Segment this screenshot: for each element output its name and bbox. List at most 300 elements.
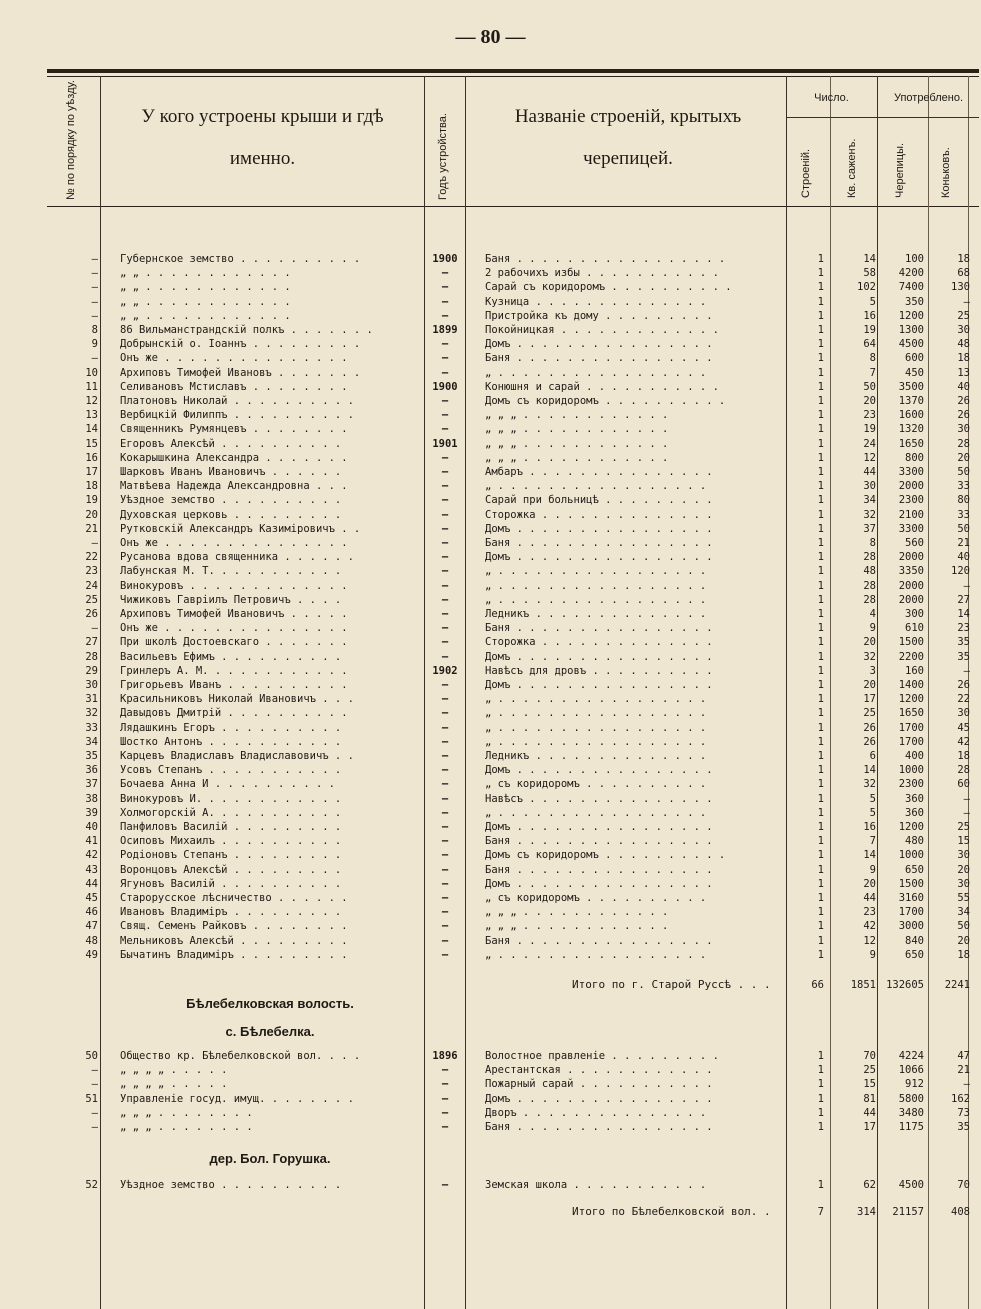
area: 32 bbox=[863, 508, 876, 521]
row-number: 8 bbox=[91, 324, 98, 336]
area: 5 bbox=[869, 792, 876, 805]
building: „ „ „ . . . . . . . . . . . . bbox=[485, 920, 669, 933]
owner: Бычатинъ Владиміръ . . . . . . . . . bbox=[120, 948, 348, 961]
owner: Мельниковъ Алексѣй . . . . . . . . . bbox=[120, 934, 348, 947]
building-count: 1 bbox=[817, 792, 824, 805]
owner: 86 Вильманстрандскій полкъ . . . . . . . bbox=[120, 324, 373, 336]
building: „ „ „ . . . . . . . . . . . . bbox=[485, 437, 669, 450]
tiles: 1650 bbox=[898, 437, 924, 450]
area: 44 bbox=[863, 466, 876, 478]
table-row bbox=[0, 508, 981, 522]
area: 9 bbox=[869, 622, 876, 635]
total-area: 1851 bbox=[850, 979, 876, 991]
area: 19 bbox=[863, 324, 876, 336]
tiles: 2000 bbox=[898, 480, 924, 493]
table-row bbox=[0, 351, 981, 365]
year: — bbox=[441, 338, 449, 351]
row-number: — bbox=[91, 309, 98, 322]
building: Домъ . . . . . . . . . . . . . . . . bbox=[485, 338, 713, 351]
area: 34 bbox=[863, 494, 876, 507]
area: 28 bbox=[863, 593, 876, 606]
area: 20 bbox=[863, 877, 876, 890]
tiles: 1700 bbox=[898, 721, 924, 734]
ridges: — bbox=[963, 579, 970, 592]
building: „ съ коридоромъ . . . . . . . . . . bbox=[485, 892, 707, 904]
row-number: 23 bbox=[85, 565, 98, 578]
building-count: 1 bbox=[817, 466, 824, 478]
building: Пристройка къ дому . . . . . . . . . bbox=[485, 309, 713, 322]
area: 17 bbox=[863, 693, 876, 706]
owner: Архиповъ Тимофей Ивановъ . . . . . . . bbox=[120, 366, 361, 379]
year: — bbox=[441, 295, 449, 308]
table-row bbox=[0, 664, 981, 678]
row-number: 24 bbox=[85, 579, 98, 592]
area: 24 bbox=[863, 437, 876, 450]
area: 50 bbox=[863, 380, 876, 393]
table-row bbox=[0, 891, 981, 905]
header-tiles: Черепицы. bbox=[894, 142, 906, 198]
total-count: 66 bbox=[811, 979, 824, 991]
total-tiles: 132605 bbox=[886, 979, 924, 991]
tiles: 1066 bbox=[898, 1064, 924, 1077]
row-number: 39 bbox=[85, 806, 98, 819]
building-count: 1 bbox=[817, 338, 824, 351]
owner: Чижиковъ Гавріилъ Петровичъ . . . . bbox=[120, 593, 342, 606]
header-count-group: Число. bbox=[814, 92, 849, 104]
year: — bbox=[441, 863, 449, 876]
area: 7 bbox=[869, 835, 876, 848]
area: 6 bbox=[869, 750, 876, 762]
header-buildings-n: Строеній. bbox=[800, 148, 812, 198]
area: 23 bbox=[863, 906, 876, 919]
tiles: 450 bbox=[905, 366, 924, 379]
owner: Онъ же . . . . . . . . . . . . . . . bbox=[120, 537, 348, 549]
tiles: 3160 bbox=[898, 892, 924, 904]
row-number: 16 bbox=[85, 451, 98, 464]
building: Домъ . . . . . . . . . . . . . . . . bbox=[485, 679, 713, 691]
area: 9 bbox=[869, 863, 876, 876]
owner: Родіоновъ Степанъ . . . . . . . . . bbox=[120, 849, 342, 862]
owner: Панфиловъ Василій . . . . . . . . . bbox=[120, 821, 342, 833]
row-number: 47 bbox=[85, 920, 98, 933]
tiles: 350 bbox=[905, 295, 924, 308]
year: — bbox=[441, 1064, 449, 1077]
year: — bbox=[441, 877, 449, 890]
ridges: 28 bbox=[957, 764, 970, 777]
year: — bbox=[441, 650, 449, 663]
building: Кузница . . . . . . . . . . . . . . bbox=[485, 295, 707, 308]
area: 32 bbox=[863, 778, 876, 791]
area: 12 bbox=[863, 451, 876, 464]
year: — bbox=[441, 693, 449, 706]
ridges: 18 bbox=[957, 253, 970, 265]
building-count: 1 bbox=[817, 821, 824, 833]
table-row bbox=[0, 678, 981, 692]
owner: Егоровъ Алексѣй . . . . . . . . . . bbox=[120, 437, 342, 450]
table-row bbox=[0, 408, 981, 422]
row-number: 20 bbox=[85, 508, 98, 521]
building: „ . . . . . . . . . . . . . . . . . bbox=[485, 579, 707, 592]
tiles: 1370 bbox=[898, 395, 924, 407]
tiles: 912 bbox=[905, 1078, 924, 1091]
year: — bbox=[441, 480, 449, 493]
building-count: 1 bbox=[817, 366, 824, 379]
building: „ . . . . . . . . . . . . . . . . . bbox=[485, 565, 707, 578]
tiles: 650 bbox=[905, 863, 924, 876]
year: — bbox=[441, 892, 449, 904]
owner: Добрынскій о. Іоаннъ . . . . . . . . . bbox=[120, 338, 361, 351]
owner: Лабунская М. Т. . . . . . . . . . . bbox=[120, 565, 342, 578]
ridges: 26 bbox=[957, 395, 970, 407]
year: — bbox=[441, 267, 449, 280]
table-row bbox=[0, 536, 981, 550]
header-used-group: Употреблено. bbox=[893, 92, 964, 104]
building-count: 1 bbox=[817, 750, 824, 762]
owner: Шарковъ Иванъ Ивановичъ . . . . . . bbox=[120, 466, 342, 478]
tiles: 1200 bbox=[898, 693, 924, 706]
row-number: 50 bbox=[85, 1050, 98, 1062]
building: Ледникъ . . . . . . . . . . . . . . bbox=[485, 608, 707, 620]
ridges: 42 bbox=[957, 735, 970, 748]
owner: „ „ „ „ . . . . . bbox=[120, 1078, 228, 1091]
owner: Платоновъ Николай . . . . . . . . . . bbox=[120, 395, 354, 407]
tiles: 3000 bbox=[898, 920, 924, 933]
row-number: 44 bbox=[85, 877, 98, 890]
tiles: 1320 bbox=[898, 423, 924, 436]
building-count: 1 bbox=[817, 480, 824, 493]
tiles: 840 bbox=[905, 934, 924, 947]
row-number: 22 bbox=[85, 551, 98, 564]
table-row bbox=[0, 465, 981, 479]
year: — bbox=[441, 366, 449, 379]
area: 30 bbox=[863, 480, 876, 493]
building: „ „ „ . . . . . . . . . . . . bbox=[485, 423, 669, 436]
year: 1899 bbox=[432, 324, 458, 336]
top-rule bbox=[47, 69, 979, 73]
owner: Григорьевъ Иванъ . . . . . . . . . . bbox=[120, 679, 348, 691]
table-row bbox=[0, 266, 981, 280]
building: Конюшня и сарай . . . . . . . . . . . bbox=[485, 380, 719, 393]
table-row bbox=[0, 635, 981, 649]
owner: Вербицкій Филиппъ . . . . . . . . . . bbox=[120, 409, 354, 422]
ridges: 73 bbox=[957, 1106, 970, 1119]
row-number: 10 bbox=[85, 366, 98, 379]
year: — bbox=[441, 948, 449, 961]
tiles: 1600 bbox=[898, 409, 924, 422]
row-number: 32 bbox=[85, 707, 98, 720]
year: — bbox=[441, 849, 449, 862]
row-number: — bbox=[91, 295, 98, 308]
table-row bbox=[0, 422, 981, 436]
tiles: 100 bbox=[905, 253, 924, 265]
ridges: 28 bbox=[957, 437, 970, 450]
building-count: 1 bbox=[817, 295, 824, 308]
ridges: 60 bbox=[957, 778, 970, 791]
table-row bbox=[0, 948, 981, 962]
owner: Лядашкинъ Егоръ . . . . . . . . . . bbox=[120, 721, 342, 734]
ridges: 30 bbox=[957, 707, 970, 720]
building: Сарай при больницѣ . . . . . . . . . bbox=[485, 494, 713, 507]
table-row bbox=[0, 1077, 981, 1091]
building-count: 1 bbox=[817, 664, 824, 677]
building: „ „ „ . . . . . . . . . . . . bbox=[485, 906, 669, 919]
building: Баня . . . . . . . . . . . . . . . . bbox=[485, 622, 713, 635]
building-count: 1 bbox=[817, 934, 824, 947]
building-count: 1 bbox=[817, 920, 824, 933]
year: — bbox=[441, 934, 449, 947]
tiles: 4500 bbox=[898, 1179, 924, 1191]
year: — bbox=[441, 1078, 449, 1091]
ridges: 40 bbox=[957, 551, 970, 564]
tiles: 2000 bbox=[898, 579, 924, 592]
table-row bbox=[0, 337, 981, 351]
ridges: 30 bbox=[957, 324, 970, 336]
row-number: — bbox=[91, 352, 98, 365]
tiles: 1650 bbox=[898, 707, 924, 720]
owner: Губернское земство . . . . . . . . . . bbox=[120, 253, 361, 265]
row-number: 52 bbox=[85, 1179, 98, 1191]
section-subtitle: дер. Бол. Горушка. bbox=[209, 1151, 331, 1166]
total-belebelka-row bbox=[0, 1205, 981, 1219]
row-number: 35 bbox=[85, 750, 98, 762]
building: Домъ . . . . . . . . . . . . . . . . bbox=[485, 764, 713, 777]
table-row bbox=[0, 380, 981, 394]
owner: Рутковскій Александръ Казиміровичъ . . bbox=[120, 522, 361, 535]
ridges: 15 bbox=[957, 835, 970, 848]
building-count: 1 bbox=[817, 1064, 824, 1077]
owner: Карцевъ Владиславъ Владиславовичъ . . bbox=[120, 750, 354, 762]
total-area: 314 bbox=[857, 1206, 876, 1218]
tiles: 5800 bbox=[898, 1092, 924, 1105]
total-staraya-russa-label: Итого по г. Старой Руссѣ . . . bbox=[572, 978, 771, 991]
building: „ . . . . . . . . . . . . . . . . . bbox=[485, 721, 707, 734]
owner: Кокарышкина Александра . . . . . . . bbox=[120, 451, 348, 464]
row-number: 9 bbox=[91, 338, 98, 351]
year: — bbox=[441, 750, 449, 762]
ridges: 26 bbox=[957, 409, 970, 422]
tiles: 3480 bbox=[898, 1106, 924, 1119]
header-year: Годъ устройства. bbox=[437, 113, 449, 200]
building-count: 1 bbox=[817, 608, 824, 620]
owner: „ „ . . . . . . . . . . . . bbox=[120, 267, 291, 280]
year: — bbox=[441, 309, 449, 322]
building: Ледникъ . . . . . . . . . . . . . . bbox=[485, 750, 707, 762]
building: Домъ . . . . . . . . . . . . . . . . bbox=[485, 522, 713, 535]
owner: Винокуровъ . . . . . . . . . . . . . bbox=[120, 579, 348, 592]
table-row bbox=[0, 437, 981, 451]
ridges: 20 bbox=[957, 451, 970, 464]
tiles: 1700 bbox=[898, 735, 924, 748]
table-row bbox=[0, 763, 981, 777]
building-count: 1 bbox=[817, 892, 824, 904]
year: — bbox=[441, 565, 449, 578]
ridges: 18 bbox=[957, 352, 970, 365]
building-count: 1 bbox=[817, 1121, 824, 1133]
tiles: 2000 bbox=[898, 551, 924, 564]
building: „ . . . . . . . . . . . . . . . . . bbox=[485, 480, 707, 493]
building: Домъ . . . . . . . . . . . . . . . . bbox=[485, 821, 713, 833]
table-row bbox=[0, 692, 981, 706]
ridges: 30 bbox=[957, 849, 970, 862]
area: 28 bbox=[863, 579, 876, 592]
building: 2 рабочихъ избы . . . . . . . . . . . bbox=[485, 267, 719, 280]
table-row bbox=[0, 252, 981, 266]
row-number: — bbox=[91, 1078, 98, 1091]
building-count: 1 bbox=[817, 380, 824, 393]
area: 7 bbox=[869, 366, 876, 379]
year: — bbox=[441, 622, 449, 635]
row-number: 11 bbox=[85, 380, 98, 393]
year: — bbox=[441, 707, 449, 720]
header-building: Названіе строеній, крытыхъ черепицей. bbox=[514, 106, 742, 169]
building: Дворъ . . . . . . . . . . . . . . . bbox=[485, 1106, 707, 1119]
ridges: 27 bbox=[957, 593, 970, 606]
area: 58 bbox=[863, 267, 876, 280]
area: 15 bbox=[863, 1078, 876, 1091]
area: 26 bbox=[863, 721, 876, 734]
building: Амбаръ . . . . . . . . . . . . . . . bbox=[485, 466, 713, 478]
area: 14 bbox=[863, 764, 876, 777]
year: — bbox=[441, 395, 449, 407]
section-subtitle: с. Бѣлебелка. bbox=[225, 1024, 315, 1039]
tiles: 1200 bbox=[898, 309, 924, 322]
area: 102 bbox=[857, 281, 876, 294]
total-count: 7 bbox=[817, 1206, 824, 1218]
row-number: 41 bbox=[85, 835, 98, 848]
year: — bbox=[441, 593, 449, 606]
table-row bbox=[0, 479, 981, 493]
year: 1902 bbox=[432, 664, 458, 677]
owner: Онъ же . . . . . . . . . . . . . . . bbox=[120, 622, 348, 635]
table-row bbox=[0, 522, 981, 536]
area: 16 bbox=[863, 309, 876, 322]
tiles: 2200 bbox=[898, 650, 924, 663]
table-row bbox=[0, 309, 981, 323]
ridges: 25 bbox=[957, 309, 970, 322]
ridges: 14 bbox=[957, 608, 970, 620]
owner: „ „ „ . . . . . . . . bbox=[120, 1121, 253, 1133]
tiles: 3500 bbox=[898, 380, 924, 393]
building-count: 1 bbox=[817, 409, 824, 422]
table-row bbox=[0, 1092, 981, 1106]
row-number: — bbox=[91, 1064, 98, 1077]
building: Сторожка . . . . . . . . . . . . . . bbox=[485, 636, 713, 649]
row-number: 36 bbox=[85, 764, 98, 777]
owner: Старорусское лѣсничество . . . . . . bbox=[120, 892, 348, 904]
area: 8 bbox=[869, 537, 876, 549]
page-number: — 80 — bbox=[455, 26, 526, 48]
row-number: 19 bbox=[85, 494, 98, 507]
building-count: 1 bbox=[817, 835, 824, 848]
area: 42 bbox=[863, 920, 876, 933]
table-row bbox=[0, 564, 981, 578]
owner: Осиповъ Михаилъ . . . . . . . . . . bbox=[120, 835, 342, 848]
building: „ . . . . . . . . . . . . . . . . . bbox=[485, 593, 707, 606]
building: Домъ . . . . . . . . . . . . . . . . bbox=[485, 877, 713, 890]
year: — bbox=[441, 579, 449, 592]
area: 44 bbox=[863, 892, 876, 904]
ridges: — bbox=[963, 806, 970, 819]
ridges: 47 bbox=[957, 1050, 970, 1062]
table-row bbox=[0, 820, 981, 834]
row-number: 31 bbox=[85, 693, 98, 706]
tiles: 1500 bbox=[898, 636, 924, 649]
tiles: 3300 bbox=[898, 522, 924, 535]
year: — bbox=[441, 835, 449, 848]
section-title: Бѣлебелковская волость. bbox=[186, 996, 354, 1011]
ridges: 33 bbox=[957, 480, 970, 493]
building: „ . . . . . . . . . . . . . . . . . bbox=[485, 693, 707, 706]
ridges: 68 bbox=[957, 267, 970, 280]
year: — bbox=[441, 494, 449, 507]
tiles: 1000 bbox=[898, 849, 924, 862]
area: 4 bbox=[869, 608, 876, 620]
owner: „ „ . . . . . . . . . . . . bbox=[120, 295, 291, 308]
ridges: 13 bbox=[957, 366, 970, 379]
ridges: 23 bbox=[957, 622, 970, 635]
area: 5 bbox=[869, 295, 876, 308]
ridges: 35 bbox=[957, 1121, 970, 1133]
area: 37 bbox=[863, 522, 876, 535]
area: 20 bbox=[863, 679, 876, 691]
tiles: 650 bbox=[905, 948, 924, 961]
area: 64 bbox=[863, 338, 876, 351]
building: Земская школа . . . . . . . . . . . bbox=[485, 1179, 707, 1191]
year: 1900 bbox=[432, 380, 458, 393]
ridges: 22 bbox=[957, 693, 970, 706]
table-row bbox=[0, 919, 981, 933]
tiles: 480 bbox=[905, 835, 924, 848]
area: 23 bbox=[863, 409, 876, 422]
subheader-rule bbox=[786, 117, 979, 118]
owner: „ „ . . . . . . . . . . . . bbox=[120, 281, 291, 294]
table-row bbox=[0, 806, 981, 820]
tiles: 1000 bbox=[898, 764, 924, 777]
ridges: 20 bbox=[957, 934, 970, 947]
area: 5 bbox=[869, 806, 876, 819]
row-number: 45 bbox=[85, 892, 98, 904]
building: „ . . . . . . . . . . . . . . . . . bbox=[485, 806, 707, 819]
ridges: 30 bbox=[957, 423, 970, 436]
owner: „ „ „ „ . . . . . bbox=[120, 1064, 228, 1077]
building-count: 1 bbox=[817, 764, 824, 777]
ridges: 130 bbox=[951, 281, 970, 294]
building: Навѣсъ . . . . . . . . . . . . . . . bbox=[485, 792, 713, 805]
row-number: 29 bbox=[85, 664, 98, 677]
tiles: 2000 bbox=[898, 593, 924, 606]
row-number: 13 bbox=[85, 409, 98, 422]
building-count: 1 bbox=[817, 849, 824, 862]
year: — bbox=[441, 281, 449, 294]
owner: Селивановъ Мстиславъ . . . . . . . . bbox=[120, 380, 348, 393]
ridges: 50 bbox=[957, 920, 970, 933]
year: — bbox=[441, 778, 449, 791]
table-row bbox=[0, 877, 981, 891]
table-row bbox=[0, 863, 981, 877]
building-count: 1 bbox=[817, 1092, 824, 1105]
ridges: 26 bbox=[957, 679, 970, 691]
owner: Матвѣева Надежда Александровна . . . bbox=[120, 480, 348, 493]
owner: Васильевъ Ефимъ . . . . . . . . . . bbox=[120, 650, 342, 663]
row-number: 34 bbox=[85, 735, 98, 748]
building: Баня . . . . . . . . . . . . . . . . . bbox=[485, 253, 726, 265]
owner: Давыдовъ Дмитрій . . . . . . . . . . bbox=[120, 707, 348, 720]
building: Арестантская . . . . . . . . . . . . bbox=[485, 1064, 713, 1077]
owner: Свящ. Семенъ Райковъ . . . . . . . . bbox=[120, 920, 348, 933]
ridges: — bbox=[963, 792, 970, 805]
owner: При школѣ Достоевскаго . . . . . . . bbox=[120, 636, 348, 649]
row-number: 21 bbox=[85, 522, 98, 535]
